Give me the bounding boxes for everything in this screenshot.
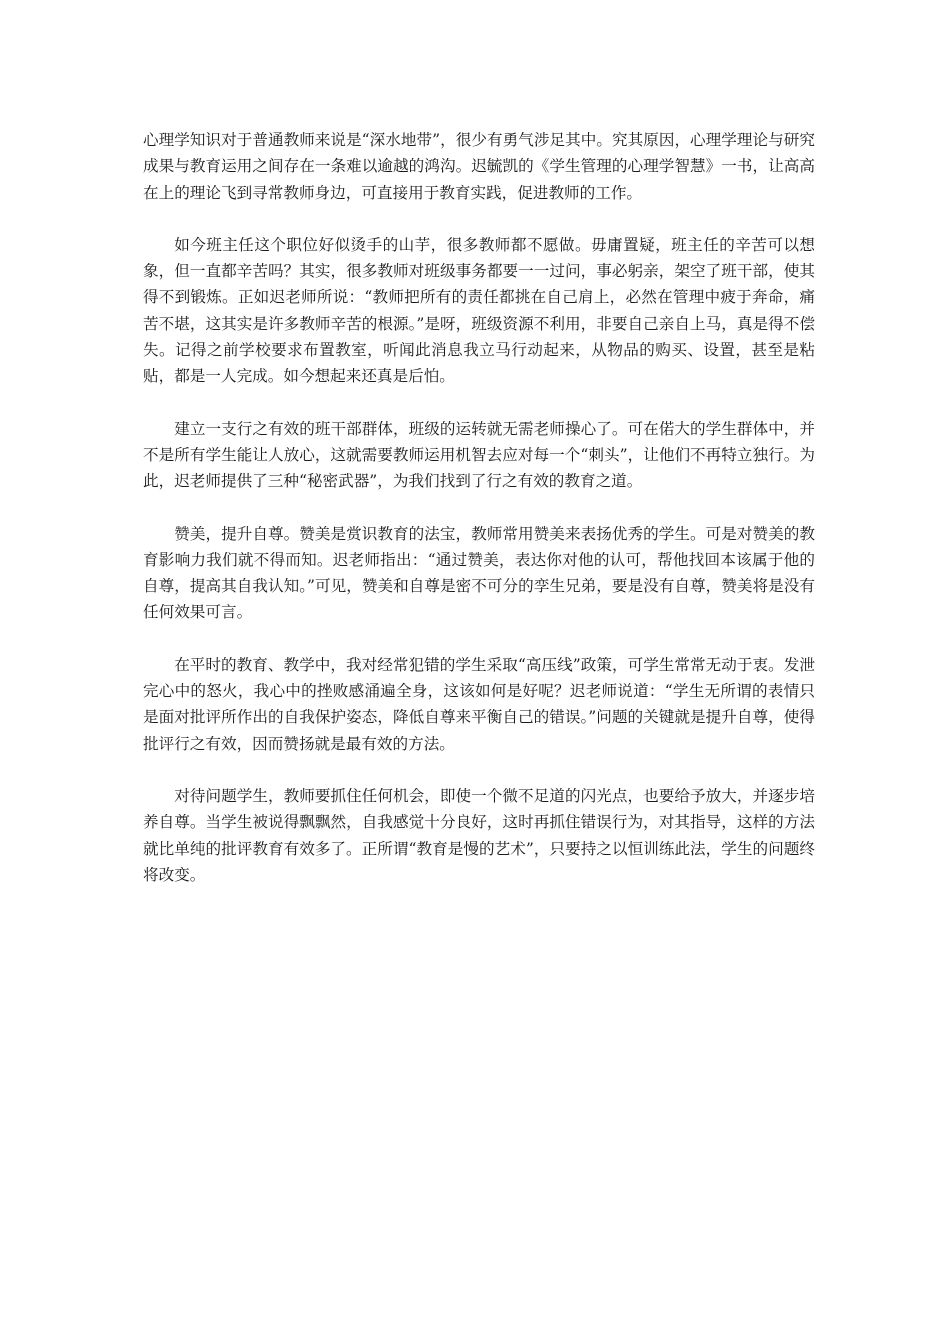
paragraph-self-esteem: 在平时的教育、教学中，我对经常犯错的学生采取“高压线”政策，可学生常常无动于衷。发泄完心中的怒火，我心中的挫败感涌遍全身，这该如何是好呢？迟老师说道：“学生无所谓的表情只是面对批评所作出的自我保护姿态，降低自尊来平衡自己的错误。”问题的关键就是提升自尊，使得批评行之有效，因而赞扬就是最有效的方法。 (143, 655, 815, 753)
paragraph-intro: 心理学知识对于普通教师来说是“深水地带”，很少有勇气涉足其中。究其原因，心理学理论与研究成果与教育运用之间存在一条难以逾越的鸿沟。迟毓凯的《学生管理的心理学智慧》一书，让高高在上的理论飞到寻常教师身边，可直接用于教育实践，促进教师的工作。 (143, 131, 815, 202)
paragraph-class-teacher: 如今班主任这个职位好似烫手的山芋，很多教师都不愿做。毋庸置疑，班主任的辛苦可以想象，但一直都辛苦吗？其实，很多教师对班级事务都要一一过问，事必躬亲，架空了班干部，使其得不到锻炼。正如迟老师所说：“教师把所有的责任都挑在自己肩上，必然在管理中疲于奔命，痛苦不堪，这其实是许多教师辛苦的根源。”是呀，班级资源不利用，非要自己亲自上马，真是得不偿失。记得之前学校要求布置教室，听闻此消息我立马行动起来，从物品的购买、设置，甚至是粘贴，都是一人完成。如今想起来还真是后怕。 (143, 235, 815, 386)
paragraph-praise: 赞美，提升自尊。赞美是赏识教育的法宝，教师常用赞美来表扬优秀的学生。可是对赞美的教育影响力我们就不得而知。迟老师指出：“通过赞美，表达你对他的认可，帮他找回本该属于他的自尊，提高其自我认知。”可见，赞美和自尊是密不可分的孪生兄弟，要是没有自尊，赞美将是没有任何效果可言。 (143, 524, 815, 622)
paragraph-class-cadres: 建立一支行之有效的班干部群体，班级的运转就无需老师操心了。可在偌大的学生群体中，并不是所有学生能让人放心，这就需要教师运用机智去应对每一个“刺头”，让他们不再特立独行。为此，迟老师提供了三种“秘密武器”，为我们找到了行之有效的教育之道。 (143, 419, 815, 491)
document-body (143, 127, 815, 914)
paragraph-problem-students: 对待问题学生，教师要抓住任何机会，即使一个微不足道的闪光点，也要给予放大，并逐步培养自尊。当学生被说得飘飘然，自我感觉十分良好，这时再抓住错误行为，对其指导，这样的方法就比单纯的批评教育有效多了。正所谓“教育是慢的艺术”，只要持之以恒训练此法，学生的问题终将改变。 (143, 786, 815, 884)
